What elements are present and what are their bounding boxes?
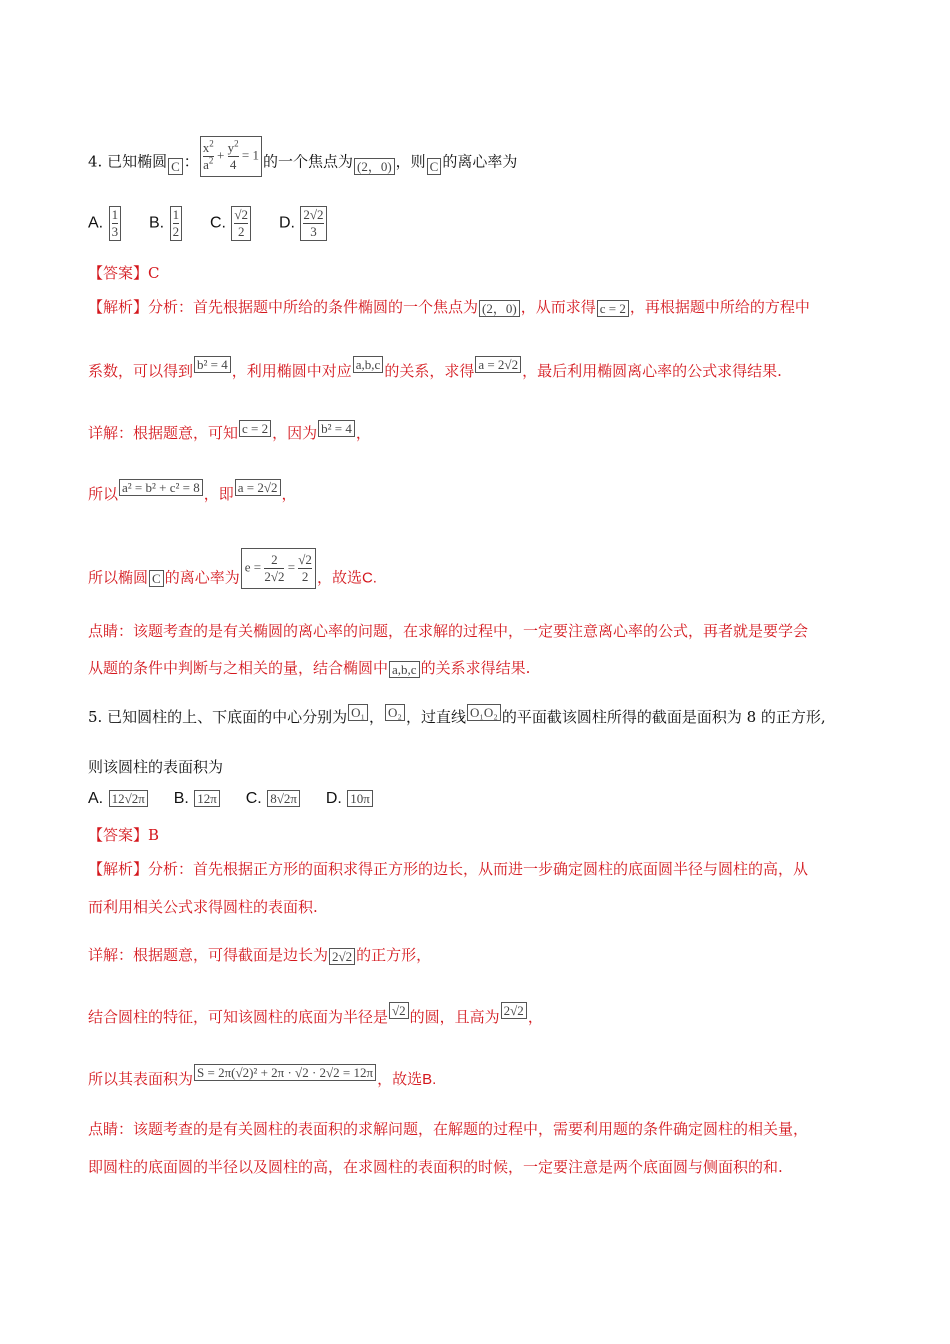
option-c-value: 8√2π: [267, 790, 300, 807]
q5-note-line1: 点睛：该题考查的是有关圆柱的表面积的求解问题，在解题的过程中，需要利用题的条件确定圆柱的相关量，: [88, 1120, 809, 1138]
option-a-value: 12√2π: [109, 790, 148, 807]
q5-detail: 详解：根据题意，可得截面是边长为 2√2 的正方形，: [88, 946, 432, 964]
focus-point: (2，0): [354, 158, 395, 175]
math-symbol-c: C: [168, 158, 183, 175]
q4-stem: 4. 已知椭圆 C ： $\frac{x^2}{a^2}$ + $\frac{y^2}{4}$ = 1 的一个焦点为 (2，0) ，则 C 的离心率为: [88, 142, 517, 183]
q4-detail: 详解：根据题意，可知 c = 2 ，因为 b² = 4 ，: [88, 420, 371, 442]
option-b-fraction: $\frac{1}{2}$: [170, 206, 183, 241]
q5-stem-line1: 5. 已知圆柱的上、下底面的中心分别为 O₁ ， O₂ ，过直线 O₁O₂ 的平面截该圆柱所得的截面是面积为 8 的正方形,: [88, 704, 826, 726]
option-b-value: 12π: [194, 790, 220, 807]
q5-area: 所以其表面积为 S = 2π(√2)² + 2π · √2 · 2√2 = 12π ，故选B.: [88, 1064, 437, 1088]
surface-area-formula: S = 2π(√2)² + 2π · √2 · 2√2 = 12π: [194, 1064, 376, 1081]
q4-analysis-line1: 【解析】分析：首先根据题中所给的条件椭圆的一个焦点为 (2，0) ，从而求得 c = 2 ，再根据题中所给的方程中: [88, 298, 810, 316]
q5-answer: 【答案】B: [88, 826, 160, 844]
eccentricity-formula: e = $\frac{2}{2√2}$ = $\frac{√2}{2}$: [241, 548, 316, 589]
q4-answer: 【答案】C: [88, 264, 160, 282]
q5-analysis-line2: 而利用相关公式求得圆柱的表面积.: [88, 898, 318, 916]
ellipse-equation: $\frac{x^2}{a^2}$ + $\frac{y^2}{4}$ = 1: [200, 136, 262, 177]
q4-options: A. $\frac{1}{3}$ B. $\frac{1}{2}$ C. $\frac{√2}{2}$ D. $\frac{2√2}{3}$: [88, 206, 328, 241]
option-d-value: 10π: [347, 790, 373, 807]
q5-stem-line2: 则该圆柱的表面积为: [88, 758, 224, 776]
option-c-fraction: $\frac{√2}{2}$: [231, 206, 251, 241]
q4-so: 所以 a² = b² + c² = 8 ，即 a = 2√2 ，: [88, 479, 297, 503]
q4-note-line1: 点睛：该题考查的是有关椭圆的离心率的问题，在求解的过程中，一定要注意离心率的公式，再者就是要学会: [88, 622, 809, 640]
q5-analysis-line1: 【解析】分析：首先根据正方形的面积求得正方形的边长，从而进一步确定圆柱的底面圆半径与圆柱的高，从: [88, 860, 809, 878]
q5-combine: 结合圆柱的特征，可知该圆柱的底面为半径是 √2 的圆，且高为 2√2 ，: [88, 1002, 543, 1026]
q4-note-line2: 从题的条件中判断与之相关的量，结合椭圆中 a,b,c 的关系求得结果.: [88, 659, 531, 677]
q4-analysis-line2: 系数，可以得到 b² = 4 ，利用椭圆中对应 a,b,c 的关系，求得 a = 2√2 ，最后利用椭圆离心率的公式求得结果.: [88, 356, 782, 380]
option-d-fraction: $\frac{2√2}{3}$: [300, 206, 326, 241]
q5-note-line2: 即圆柱的底面圆的半径以及圆柱的高，在求圆柱的表面积的时候，一定要注意是两个底面圆与侧面积的和.: [88, 1158, 783, 1176]
option-a-fraction: $\frac{1}{3}$: [109, 206, 122, 241]
q5-options: A. 12√2π B. 12π C. 8√2π D. 10π: [88, 788, 374, 810]
math-symbol-c: C: [427, 158, 442, 175]
q4-eccentricity: 所以椭圆 C 的离心率为e = $\frac{2}{2√2}$ = $\frac{√2}{2}$ ，故选C.: [88, 558, 377, 599]
